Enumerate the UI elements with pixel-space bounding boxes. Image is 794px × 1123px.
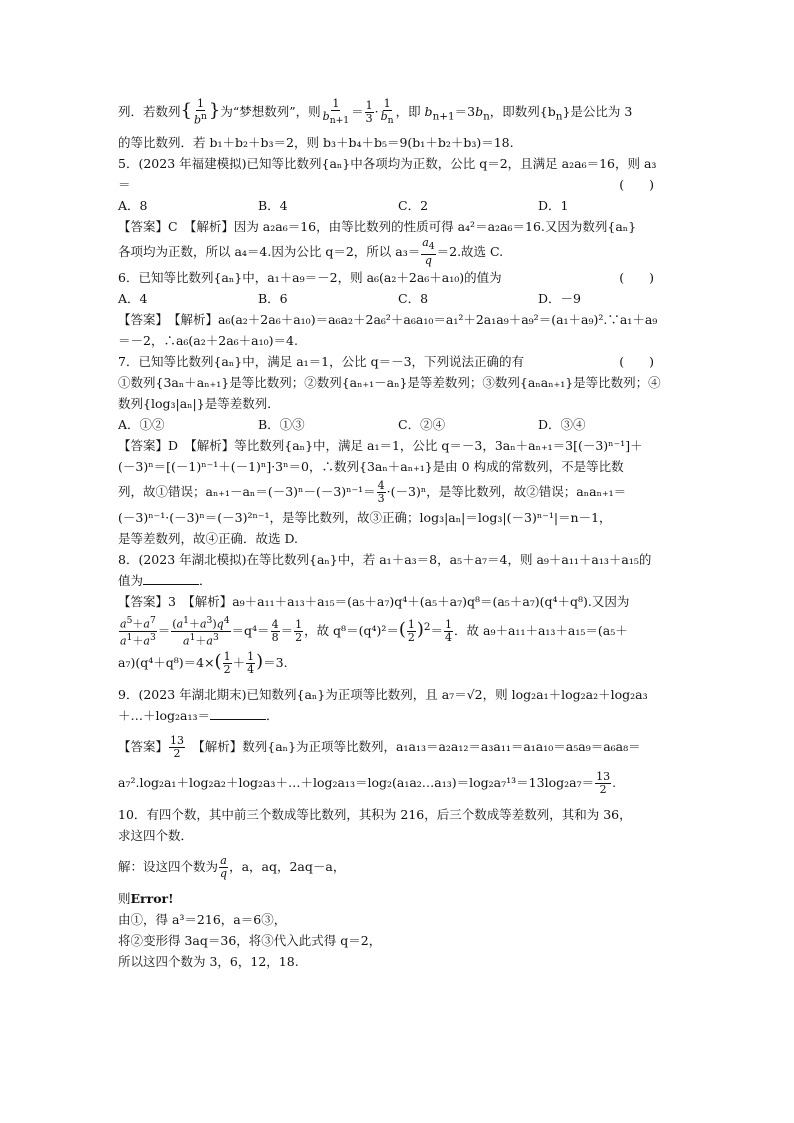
question-6-options <box>118 288 678 309</box>
question-10-solution-5: 所以这四个数为 3，6，12，18. <box>118 954 299 970</box>
answer-blank <box>143 570 199 585</box>
intro-line-1: 列．若数列{ $\frac{1}{b^n}$ }为“梦想数列”，则 $\frac{1}{b_{n+1}}$ ＝ $\frac{1}{3}$ · $\frac{1}{b_n}$ ，即 $b_{n+1}=3b_n$，即数列$\{b_n\}$是公比为 3 <box>118 96 633 127</box>
question-7-answer-2: (－3)ⁿ＝[(－1)ⁿ⁻¹＋(－1)ⁿ]·3ⁿ＝0，∴数列{3aₙ＋aₙ₊₁}是由 0 构成的常数列，不是等比数 <box>118 458 624 474</box>
option-d: D．③④ <box>538 416 586 432</box>
question-9-answer-1: 【答案】 $\frac{13}{2}$ 【解析】数列{aₙ}为正项等比数列，a₁a₁₃＝a₂a₁₂＝a₃a₁₁＝a₁a₁₀＝a₅a₉＝a₆a₈＝ <box>118 734 641 761</box>
answer-blank <box>210 705 266 720</box>
question-5-line-2: ＝ ( ) <box>118 176 654 192</box>
question-8-answer-3: a₇)(q⁴＋q⁸)＝4×( $\frac{1}{2}$ ＋ $\frac{1}{4}$ )＝3. <box>118 650 288 677</box>
option-b: B．4 <box>258 197 288 213</box>
intro-line-2: 的等比数列．若 b₁＋b₂＋b₃＝2，则 b₃＋b₄＋b₅＝9(b₁＋b₂＋b₃)＝18. <box>118 134 514 150</box>
question-6-answer-2: ＝－2，∴a₆(a₂＋2a₆＋a₁₀)＝4. <box>118 332 298 348</box>
question-5-line-1: 5．(2023 年福建模拟)已知等比数列{aₙ}中各项均为正数，公比 q＝2，且满足 a₂a₆＝16，则 a₃ <box>118 155 657 171</box>
question-7-answer-1: 【答案】D 【解析】等比数列{aₙ}中，满足 a₁＝1，公比 q＝－3，3aₙ＋aₙ₊₁＝3[(－3)ⁿ⁻¹]＋ <box>118 437 643 453</box>
question-7-answer-3: 列，故①错误；aₙ₊₁－aₙ＝(－3)ⁿ－(－3)ⁿ⁻¹＝ $\frac{4}{3}$ ·(－3)ⁿ，是等比数列，故②错误；aₙaₙ₊₁＝ <box>118 478 627 505</box>
option-b: B．①③ <box>258 416 305 432</box>
question-5-answer-1: 【答案】C 【解析】因为 a₂a₆＝16，由等比数列的性质可得 a₄²＝a₂a₆＝16.又因为数列{aₙ} <box>118 218 637 234</box>
question-6-answer-1: 【答案】 【解析】a₆(a₂＋2a₆＋a₁₀)＝a₆a₂＋2a₆²＋a₆a₁₀＝a₁²＋2a₁a₉＋a₉²＝(a₁＋a₉)².∵a₁＋a₉ <box>118 311 658 327</box>
option-c: C．2 <box>398 197 429 213</box>
error-text: Error! <box>130 891 174 907</box>
question-9-line-2: ＋…＋log₂a₁₃＝ ． <box>118 705 678 726</box>
question-10-solution-1: 解：设这四个数为 $\frac{a}{q}$ ，a，aq，2aq－a， <box>118 854 346 881</box>
question-10-solution-4: 将②变形得 3aq＝36，将③代入此式得 q＝2， <box>118 933 382 949</box>
question-8-line-1: 8．(2023 年湖北模拟)在等比数列{aₙ}中，若 a₁＋a₃＝8，a₅＋a₇＝4，则 a₉＋a₁₁＋a₁₃＋a₁₅的 <box>118 551 652 567</box>
question-8-line-2: 值为 ． <box>118 570 678 591</box>
option-d: D．－9 <box>538 290 581 306</box>
question-7-line-3: 数列{log₃|aₙ|}是等差数列． <box>118 395 280 411</box>
document-page <box>118 96 678 972</box>
question-9-answer-2: a₇².log₂a₁＋log₂a₂＋log₂a₃＋…＋log₂a₁₃＝log₂(a₁a₂…a₁₃)＝log₂a₇¹³＝13log₂a₇＝ $\frac{13}{2}$ . <box>118 770 617 797</box>
option-a: A．4 <box>118 290 148 306</box>
question-10-solution-2: 则Error! <box>118 891 174 907</box>
question-5-answer-2: 各项均为正数，所以 a₄＝4.因为公比 q＝2，所以 a₃＝ $\frac{a_4}{q}$ ＝2.故选 C. <box>118 236 504 267</box>
question-8-answer-2: $\frac{a^5+a^7}{a^1+a^3}$ ＝ $\frac{(a^1+a^3)q^4}{a^1+a^3}$ ＝q⁴＝ $\frac{4}{8}$ ＝ $\frac{1}{2}$ ，故 q⁸＝(q⁴)²＝( $\frac{1}{2}$ )$^2$＝ $\frac{1}{4}$ ．故 a₉＋a₁₁＋a₁₃＋a₁₅＝(a₅＋ <box>120 615 628 648</box>
question-10-solution-3: 由①，得 a³＝216，a＝6③， <box>118 912 287 928</box>
question-5-options <box>118 195 678 216</box>
question-6-line-1: 6．已知等比数列{aₙ}中，a₁＋a₉＝－2，则 a₆(a₂＋2a₆＋a₁₀)的值为 ( ) <box>118 269 654 285</box>
question-10-line-2: 求这四个数． <box>118 828 194 844</box>
question-7-answer-4: (－3)ⁿ⁻¹·(－3)ⁿ＝(－3)²ⁿ⁻¹，是等比数列，故③正确；log₃|aₙ|＝log₃|(－3)ⁿ⁻¹|＝n－1， <box>118 509 612 525</box>
option-c: C．8 <box>398 290 429 306</box>
question-10-line-1: 10．有四个数，其中前三个数成等比数列，其积为 216，后三个数成等差数列，其和为 36， <box>118 807 632 823</box>
option-a: A．①② <box>118 416 165 432</box>
option-a: A．8 <box>118 197 148 213</box>
question-7-answer-5: 是等差数列，故④正确．故选 D. <box>118 530 299 546</box>
question-8-answer-1: 【答案】3 【解析】a₉＋a₁₁＋a₁₃＋a₁₅＝(a₅＋a₇)q⁴＋(a₅＋a₇)q⁸＝(a₅＋a₇)(q⁴＋q⁸).又因为 <box>118 593 630 609</box>
question-7-line-1: 7．已知等比数列{aₙ}中，满足 a₁＝1，公比 q＝－3，下列说法正确的有 ( ) <box>118 353 654 369</box>
question-9-line-1: 9．(2023 年湖北期末)已知数列{aₙ}为正项等比数列，且 a₇＝√2，则 log₂a₁＋log₂a₂＋log₂a₃ <box>118 687 648 703</box>
question-7-options <box>118 414 678 435</box>
question-7-line-2: ①数列{3aₙ＋aₙ₊₁}是等比数列；②数列{aₙ₊₁－aₙ}是等差数列；③数列{aₙaₙ₊₁}是等比数列；④ <box>118 374 661 390</box>
option-b: B．6 <box>258 290 288 306</box>
option-c: C．②④ <box>398 416 446 432</box>
option-d: D．1 <box>538 197 569 213</box>
